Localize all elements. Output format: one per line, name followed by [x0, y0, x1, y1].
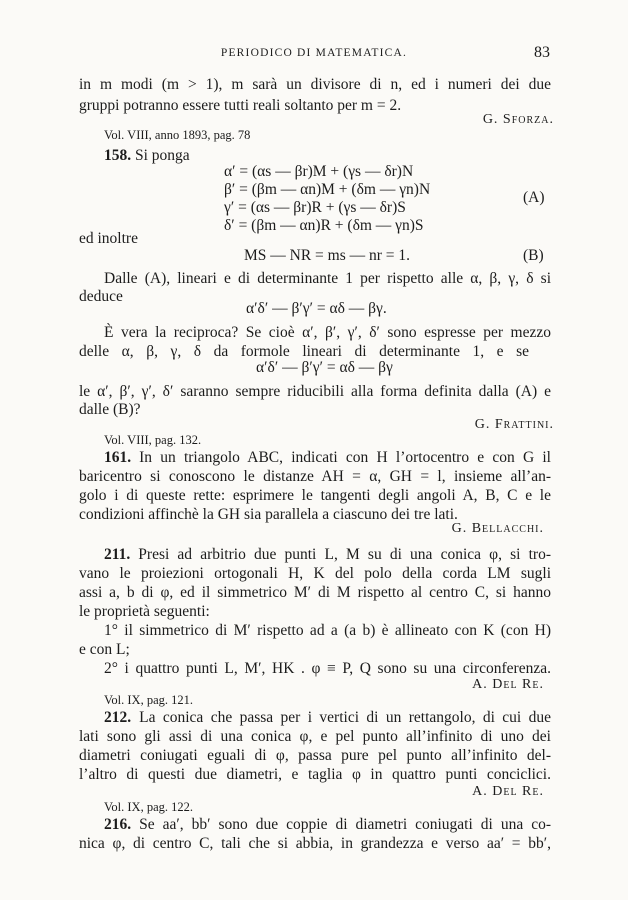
equation: δ′ = (βm — αn)R + (δm — γn)S	[224, 217, 424, 234]
text-line: vano le proiezioni ortogonali H, K del polo della corda LM sugli	[79, 565, 551, 582]
problem-216-line	[104, 815, 551, 835]
equation-tag: (B)	[523, 247, 544, 264]
volume-reference: Vol. VIII, anno 1893, pag. 78	[104, 128, 251, 142]
equation: γ′ = (αs — βr)R + (γs — δr)S	[224, 199, 406, 216]
volume-reference: Vol. IX, pag. 122.	[104, 800, 194, 814]
text-line: e con L;	[79, 641, 130, 658]
text-line: assi a, b di φ, ed il simmetrico M′ di M rispetto al centro C, si hanno	[79, 584, 551, 601]
text-line: deduce	[79, 288, 123, 305]
author-signature: G. Frattini.	[474, 417, 554, 432]
page-number: 83	[534, 44, 550, 61]
text-line: le proprietà seguenti:	[79, 603, 210, 620]
equation: α′δ′ — β′γ′ = αδ — βγ.	[246, 300, 387, 317]
text-line: nica φ, di centro C, tali che si abbia, in grandezza e verso aa′ = bb′,	[79, 835, 551, 852]
equation: α′ = (αs — βr)M + (γs — δr)N	[224, 163, 414, 180]
running-header: PERIODICO DI MATEMATICA.	[220, 47, 408, 59]
problem-number: 161.	[104, 449, 132, 466]
problem-number: 212.	[104, 709, 132, 726]
text-line: Dalle (A), lineari e di determinante 1 per rispetto alle α, β, γ, δ si	[104, 270, 551, 287]
equation: MS — NR = ms — nr = 1.	[244, 247, 411, 264]
text-line: golo i di queste rette: esprimere le tangenti degli angoli A, B, C e le	[79, 487, 551, 504]
problem-text: La conica che passa per i vertici di un rettangolo, di cui due	[139, 709, 551, 726]
text-line: condizioni affinchè la GH sia parallela a ciascuno dei tre lati.	[79, 506, 458, 523]
author-signature: A. Del Re.	[472, 677, 544, 692]
problem-text: In un triangolo ABC, indicati con H l’ortocentro e con G il	[139, 449, 551, 466]
text-line: baricentro si conoscono le distanze AH = α, GH = l, insieme all’an-	[79, 468, 551, 485]
text-line: ed inoltre	[79, 230, 138, 247]
equation-tag: (A)	[523, 189, 545, 206]
author-signature: G. Bellacchi.	[451, 521, 544, 536]
text-line: l’altro di questi due diametri, e taglia φ in quattro punti conciclici.	[79, 766, 551, 783]
volume-reference: Vol. VIII, pag. 132.	[104, 433, 202, 447]
text-line: le α′, β′, γ′, δ′ saranno sempre riducibili alla forma definita dalla (A) e	[79, 383, 551, 400]
text-line: lati sono gli assi di una conica φ, e pel punto all’infinito di uno dei	[79, 728, 551, 745]
problem-text: Se aa′, bb′ sono due coppie di diametri coniugati di una co-	[139, 816, 551, 833]
author-signature: A. Del Re.	[472, 784, 544, 799]
problem-text: Presi ad arbitrio due punti L, M su di una conica φ, si tro-	[138, 546, 551, 563]
problem-number: 211.	[104, 546, 131, 563]
text-line: dalle (B)?	[79, 401, 141, 418]
equation: β′ = (βm — αn)M + (δm — γn)N	[224, 181, 431, 198]
problem-text: Si ponga	[135, 147, 190, 164]
problem-158-heading	[104, 146, 190, 166]
text-line: È vera la reciproca? Se cioè α′, β′, γ′, δ′ sono espresse per mezzo	[104, 324, 551, 341]
text-line: gruppi potranno essere tutti reali soltanto per m = 2.	[79, 97, 402, 114]
text-line: diametri coniugati eguali di φ, passa pure pel punto all’infinito del-	[79, 747, 551, 764]
equation: α′δ′ — β′γ′ = αδ — βγ	[256, 359, 393, 376]
problem-number: 216.	[104, 816, 132, 833]
text-line: 2° i quattro punti L, M′, HK . φ ≡ P, Q sono su una circonferenza.	[104, 660, 551, 677]
text-line: in m modi (m > 1), m sarà un divisore di n, ed i numeri dei due	[79, 76, 551, 93]
problem-212-line	[104, 708, 551, 728]
volume-reference: Vol. IX, pag. 121.	[104, 693, 194, 707]
problem-161-line	[104, 448, 551, 468]
problem-number: 158.	[104, 147, 132, 164]
problem-211-line	[104, 545, 551, 565]
text-line: 1° il simmetrico di M′ rispetto ad a (a b) è allineato con K (con H)	[104, 622, 551, 639]
text-line: delle α, β, γ, δ da formole lineari di determinante 1, e se	[79, 343, 529, 360]
author-signature: G. Sforza.	[482, 112, 554, 127]
